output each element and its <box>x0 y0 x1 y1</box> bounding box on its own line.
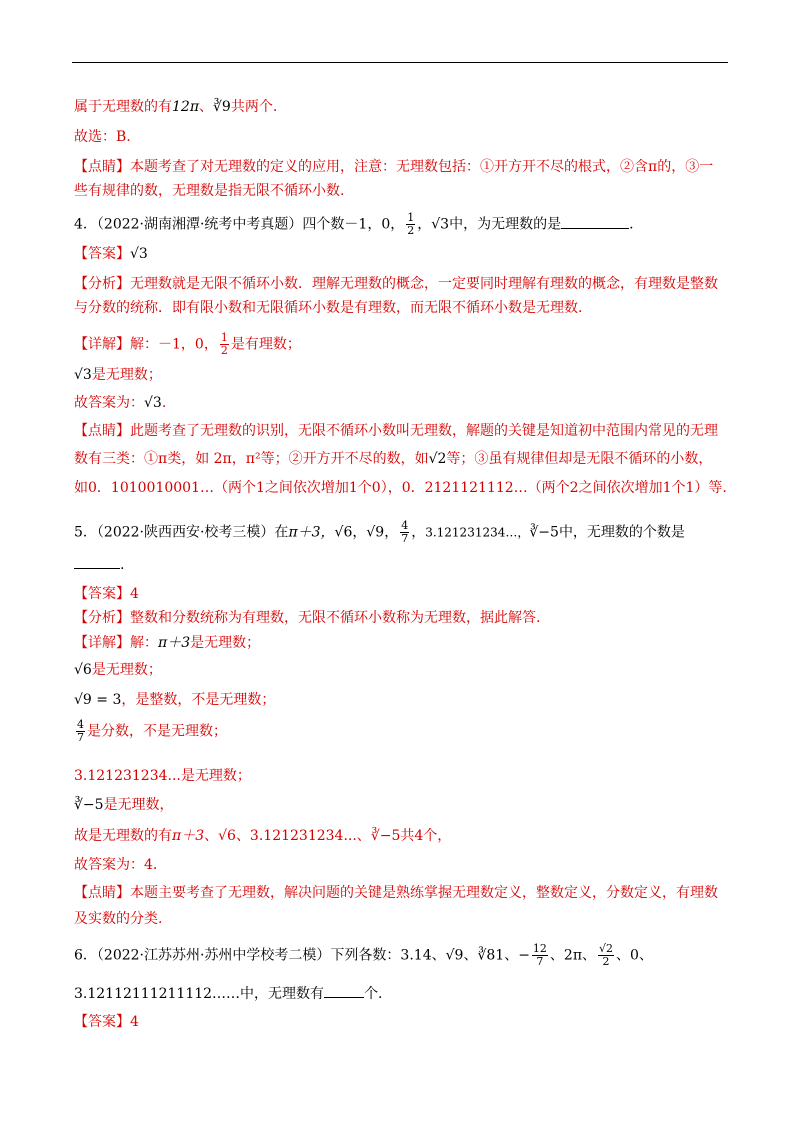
comment-5: 【点睛】本题主要考查了无理数，解决问题的关键是熟练掌握无理数定义，整数定义，分数定义，有理数 <box>74 885 718 901</box>
choice-line: 故选：B. <box>74 129 131 145</box>
question-6-line2: 3.12112111211112……中，无理数有 个. <box>74 986 383 1002</box>
detail-4: 故答案为：√3. <box>74 395 167 411</box>
solution-line: 属于无理数的有12π、∛9共两个. <box>74 99 278 115</box>
analysis-5: 【分析】整数和分数统称为有理数，无限不循环小数称为无理数，据此解答. <box>74 610 541 626</box>
answer-blank[interactable] <box>324 985 364 998</box>
question-6: 6．（2022·江苏苏州·苏州中学校考二模）下列各数：3.14、√9、∛81、− $\frac{12}{7}$ 、2π、 $\frac{√2}{2}$ 、0、 <box>74 942 653 968</box>
analysis-4: 与分数的统称．即有限小数和无限循环小数是有理数，而无限不循环小数是无理数. <box>74 300 583 316</box>
comment-5: 及实数的分类. <box>74 911 163 927</box>
question-5: 5．（2022·陕西西安·校考三模）在π＋3，√6，√9， $\frac{4}{7}$ ，3.121231234…，∛−5中，无理数的个数是 <box>74 519 685 545</box>
question-5-blank: . <box>74 556 124 574</box>
comment-4: 【点睛】此题考查了无理数的识别，无限不循环小数叫无理数，解题的关键是知道初中范围内常见的无理 <box>74 423 718 439</box>
detail-5: 3.121231234...是无理数； <box>74 768 251 784</box>
answer-6: 【答案】4 <box>74 1014 139 1030</box>
detail-4: 【详解】解：－1，0， $\frac{1}{2}$ 是有理数； <box>74 331 301 357</box>
detail-5: 故是无理数的有π＋3、√6、3.121231234...、∛−5共4个， <box>74 828 452 844</box>
answer-5: 【答案】4 <box>74 586 139 602</box>
comment-line: 【点睛】本题考查了对无理数的定义的应用，注意：无理数包括：①开方开不尽的根式，②含π的，③一 <box>74 159 714 175</box>
detail-5: 故答案为：4. <box>74 857 158 873</box>
comment-line: 些有规律的数，无理数是指无限不循环小数. <box>74 183 345 199</box>
question-4: 4．（2022·湖南湘潭·统考中考真题）四个数－1，0， $\frac{1}{2}$ ，√3中，为无理数的是 . <box>74 211 634 237</box>
answer-blank[interactable] <box>561 216 629 229</box>
detail-5: √6是无理数； <box>74 662 162 678</box>
detail-5: $\frac{4}{7}$ 是分数，不是无理数； <box>77 718 227 744</box>
analysis-4: 【分析】无理数就是无限不循环小数．理解无理数的概念，一定要同时理解有理数的概念，有理数是整数 <box>74 276 718 292</box>
answer-4: 【答案】√3 <box>74 246 148 262</box>
detail-5: ∛−5是无理数， <box>74 797 174 813</box>
detail-5: 【详解】解：π＋3是无理数； <box>74 635 261 651</box>
detail-4: √3是无理数； <box>74 367 162 383</box>
comment-4: 如0．1010010001…（两个1之间依次增加1个0），0．2121121112…（两个2之间依次增加1个1）等. <box>74 480 727 496</box>
comment-4: 数有三类：①π类，如 2π，π²等；②开方开不尽的数，如√2等；③虽有规律但却是无限不循环的小数， <box>74 451 713 467</box>
header-rule <box>72 62 728 63</box>
detail-5: √9 = 3，是整数，不是无理数； <box>74 692 276 708</box>
answer-blank[interactable] <box>74 556 120 569</box>
